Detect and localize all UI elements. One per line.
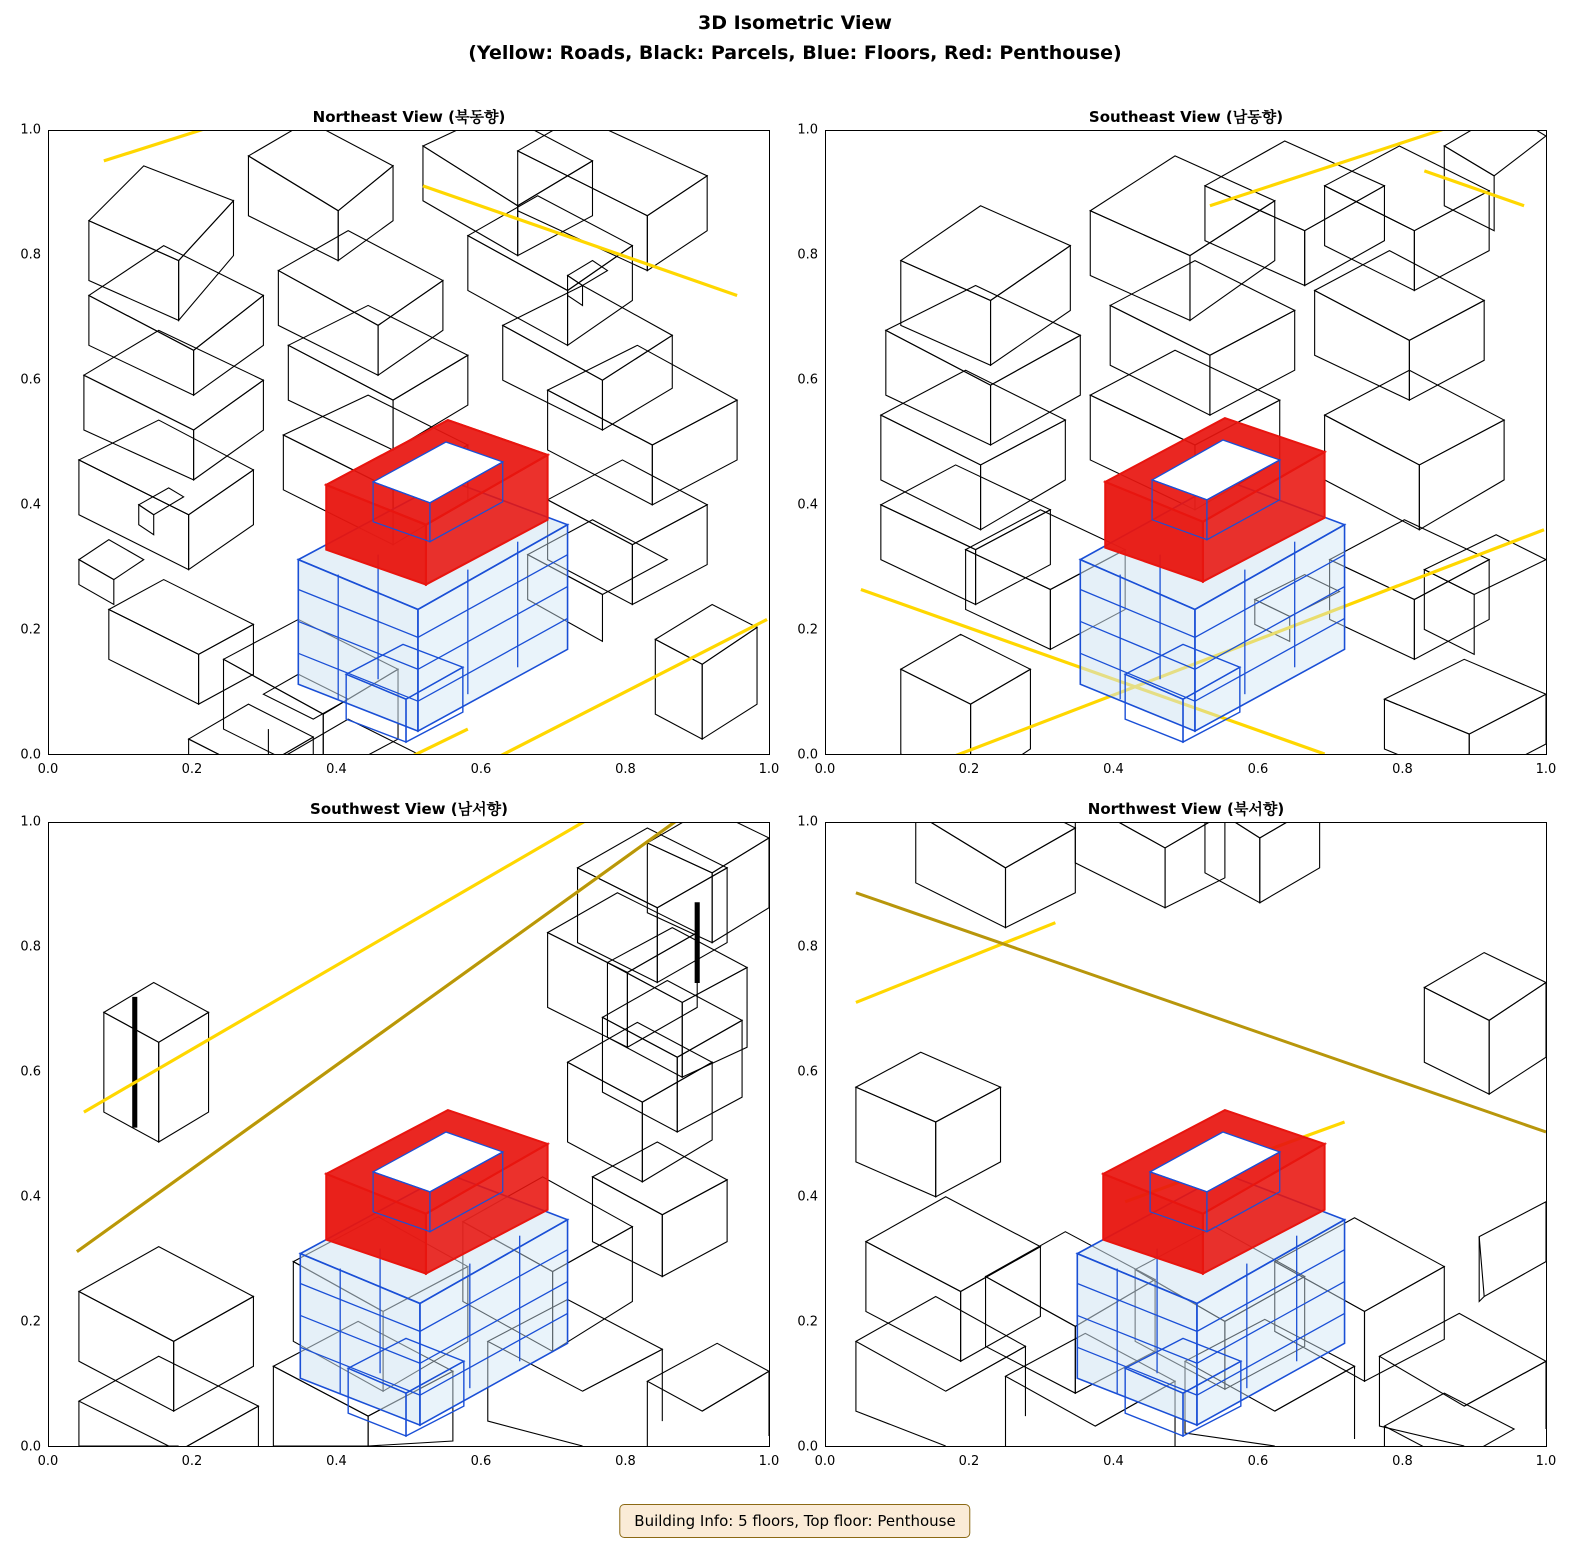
xtick-label: 0.4 [1103, 1454, 1124, 1469]
ytick-label: 0.0 [797, 1439, 818, 1455]
ytick-label: 0.4 [20, 1189, 41, 1205]
ytick-label: 0.8 [797, 939, 818, 955]
xtick-label: 0.8 [1392, 1454, 1413, 1469]
xtick-label: 1.0 [758, 1454, 780, 1469]
axes-northeast[interactable] [48, 130, 770, 755]
ytick-label: 1.0 [797, 122, 818, 138]
xtick-label: 0.0 [37, 762, 59, 777]
xtick-label: 0.8 [615, 1454, 636, 1469]
xtick-label: 0.2 [181, 1454, 203, 1469]
ytick-label: 0.4 [797, 497, 818, 513]
xtick-label: 0.6 [1247, 762, 1269, 777]
road-lines-nw-dark [856, 893, 1546, 1132]
ytick-label: 0.8 [20, 247, 41, 263]
scene-nw [826, 823, 1546, 1446]
subplot-northwest [797, 800, 1557, 1469]
ytick-label: 1.0 [797, 814, 818, 830]
ytick-label: 0.8 [797, 247, 818, 263]
xtick-label: 0.0 [814, 762, 836, 777]
ytick-label: 0.0 [797, 747, 818, 763]
scene-se [826, 131, 1546, 754]
xtick-label: 0.4 [326, 1454, 347, 1469]
ytick-label: 0.2 [20, 622, 41, 638]
suptitle-line-1: 3D Isometric View [698, 12, 892, 34]
subplot-southeast [797, 108, 1557, 777]
scene-northeast [49, 131, 769, 754]
suptitle-line-2: (Yellow: Roads, Black: Parcels, Blue: Floors, Red: Penthouse) [468, 42, 1122, 64]
xtick-label: 0.2 [958, 762, 980, 777]
building-info-box: Building Info: 5 floors, Top floor: Penthouse [619, 1504, 970, 1538]
figure-suptitle [0, 8, 1590, 68]
xtick-label: 1.0 [1535, 1454, 1557, 1469]
xtick-label: 0.0 [814, 1454, 836, 1469]
xtick-label: 0.0 [37, 1454, 59, 1469]
xtick-label: 0.6 [470, 762, 492, 777]
xtick-label: 1.0 [1535, 762, 1557, 777]
scene-sw [49, 823, 769, 1446]
subplot-title-southwest: Southwest View (남서향) [310, 800, 508, 818]
ytick-label: 0.4 [797, 1189, 818, 1205]
ytick-label: 0.0 [20, 1439, 41, 1455]
ytick-label: 0.6 [797, 1064, 818, 1080]
ytick-label: 0.6 [20, 372, 41, 388]
subplot-southwest [20, 800, 780, 1469]
xtick-label: 1.0 [758, 762, 780, 777]
subplot-title-northeast: Northeast View (북동향) [312, 108, 506, 126]
ytick-label: 1.0 [20, 122, 41, 138]
ytick-label: 1.0 [20, 814, 41, 830]
subplot-northeast [20, 108, 780, 777]
xtick-label: 0.4 [326, 762, 347, 777]
xtick-label: 0.4 [1103, 762, 1124, 777]
xtick-label: 0.8 [615, 762, 636, 777]
ytick-label: 0.4 [20, 497, 41, 513]
ytick-label: 0.2 [20, 1314, 41, 1330]
ytick-label: 0.2 [797, 622, 818, 638]
ytick-label: 0.6 [797, 372, 818, 388]
xtick-label: 0.8 [1392, 762, 1413, 777]
ytick-label: 0.0 [20, 747, 41, 763]
xtick-label: 0.6 [1247, 1454, 1269, 1469]
axes-northwest[interactable] [825, 822, 1547, 1447]
xtick-label: 0.2 [958, 1454, 980, 1469]
axes-southwest[interactable] [48, 822, 770, 1447]
ytick-label: 0.6 [20, 1064, 41, 1080]
subplot-title-northwest: Northwest View (북서향) [1087, 800, 1285, 818]
ytick-label: 0.8 [20, 939, 41, 955]
ytick-label: 0.2 [797, 1314, 818, 1330]
axes-southeast[interactable] [825, 130, 1547, 755]
subplot-title-southeast: Southeast View (남동향) [1088, 108, 1284, 126]
xtick-label: 0.2 [181, 762, 203, 777]
xtick-label: 0.6 [470, 1454, 492, 1469]
